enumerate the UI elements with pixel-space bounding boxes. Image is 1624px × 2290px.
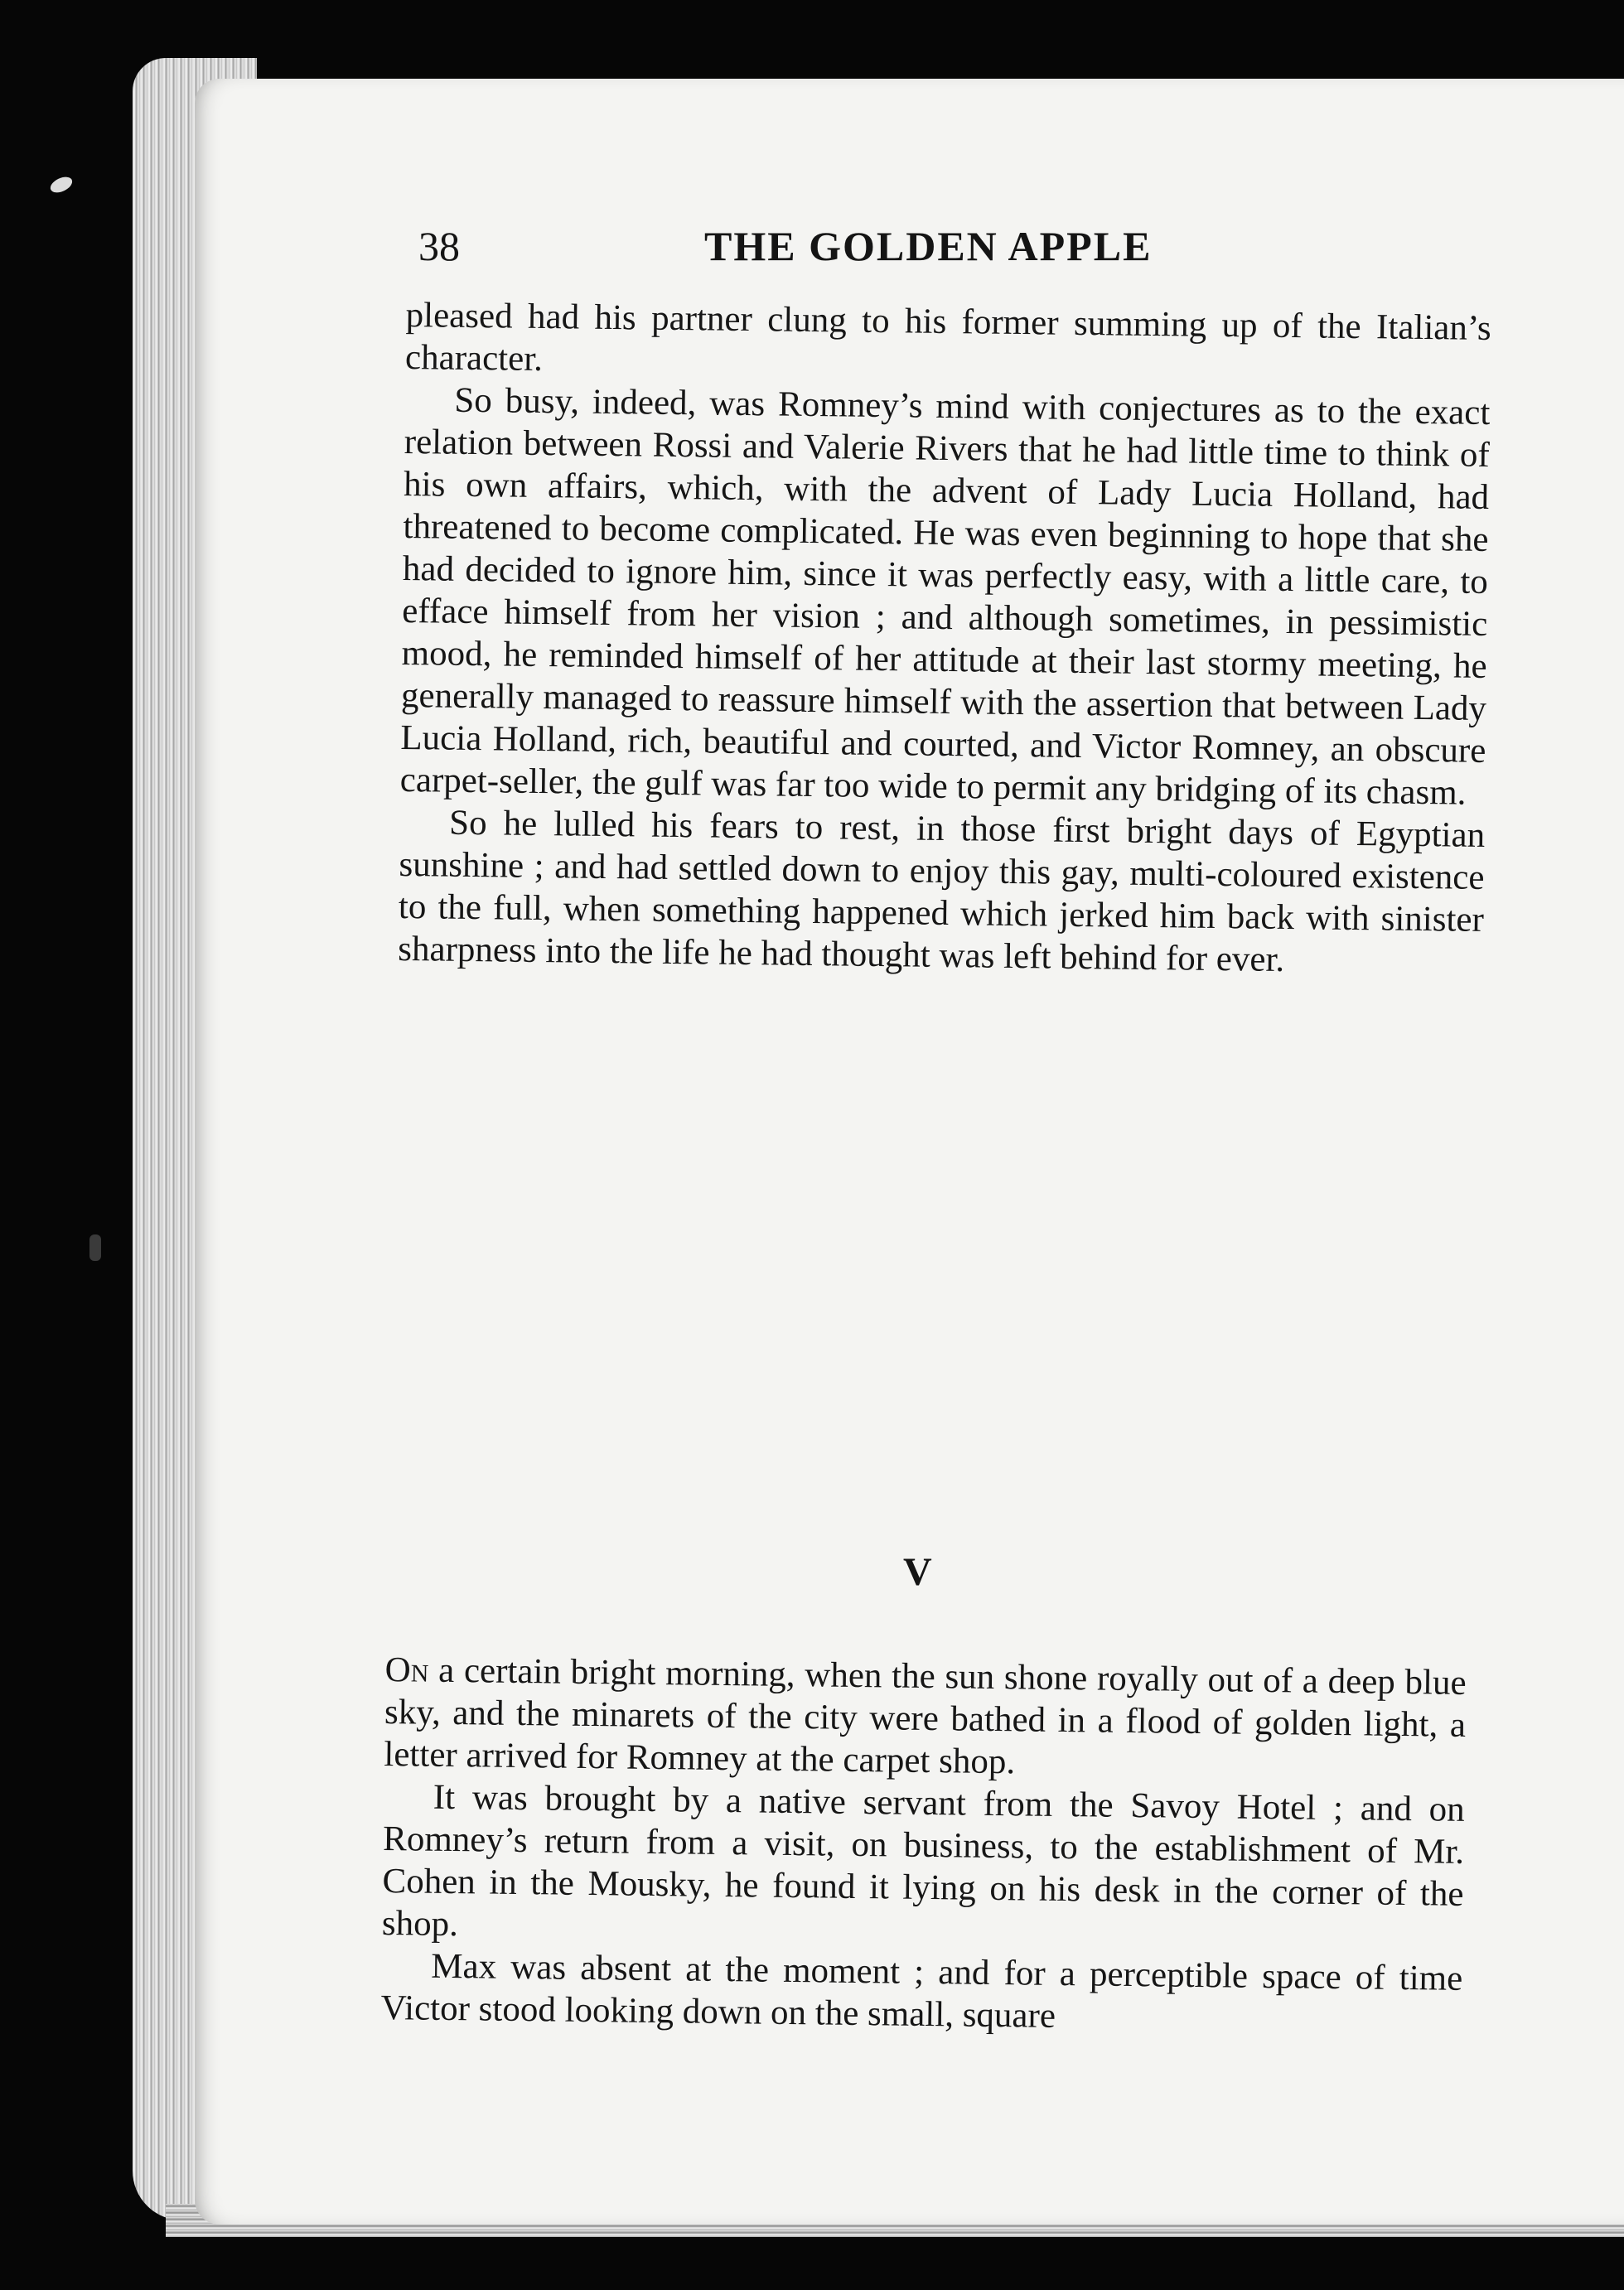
chapter-heading: V — [903, 1550, 932, 1594]
scan-artifact-mark — [48, 174, 75, 196]
text-block-chapter — [380, 1649, 1467, 2042]
text-block-top — [398, 294, 1491, 983]
paragraph: So busy, indeed, was Romney’s mind with conjectures as to the exact relation between Rossi and Valerie Rivers that he had little time to think of his own affairs, which, with the advent of Lady Lucia Holland, had threatened to become complicated. He was even beginning to hope that she had decided to ignore him, since it was perfectly easy, with a little care, to efface himself from her vision ; and although sometimes, in pessimistic mood, he reminded himself of her attitude at their last stormy meeting, he generally managed to reassure himself with the assertion that between Lady Lucia Holland, rich, beautiful and courted, and Victor Romney, an obscure carpet-seller, the gulf was far too wide to permit any bridging of its chasm. — [399, 380, 1491, 813]
paragraph: It was brought by a native servant from the Savoy Hotel ; and on Romney’s return from a visit, on business, to the establishment of Mr. Cohen in the Mousky, he found it lying on his desk in the corner of the shop. — [381, 1777, 1466, 1945]
paragraph: Max was absent at the moment ; and for a perceptible space of time Victor stood looking down on the small, square — [380, 1946, 1463, 2036]
opening-word: On — [384, 1650, 429, 1690]
scan-artifact-dot — [89, 1234, 101, 1261]
page-number: 38 — [418, 223, 460, 269]
paragraph: So he lulled his fears to rest, in those first bright days of Egyptian sunshine ; and had settled down to enjoy this gay, multi-coloured existence to the full, when something happened which jerked him back with sinister sharpness into the life he had thought was left behind for ever. — [398, 803, 1486, 980]
running-title: THE GOLDEN APPLE — [704, 223, 1153, 269]
paragraph: pleased had his partner clung to his former summing up of the Italian’s character. — [404, 295, 1491, 379]
paragraph — [384, 1649, 1467, 1789]
page-header — [418, 222, 1595, 288]
paragraph-text: a certain bright morning, when the sun shone royally out of a deep blue sky, and the minarets of the city were bathed in a flood of golden light, a letter arrived for Romney at the carpet shop. — [384, 1650, 1467, 1782]
